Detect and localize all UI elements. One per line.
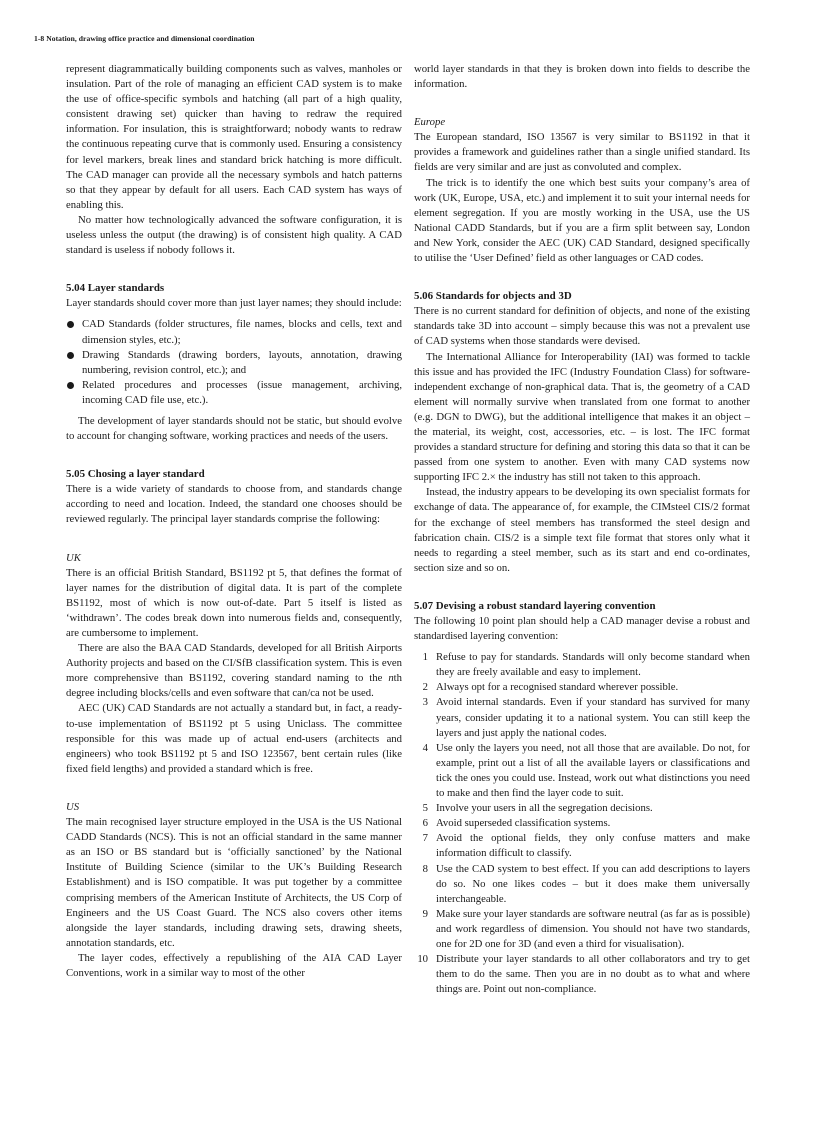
- paragraph: The development of layer standards should not be static, but should evolve to account for changing software, working practices and needs of the users.: [66, 414, 402, 443]
- list-item: 3 Avoid internal standards. Even if your standard has survived for many years, consider updating it to a national system. You can still keep the layers and just apply the national codes.: [422, 696, 750, 739]
- list-item: 10 Distribute your layer standards to all other collaborators and try to get them to do the same. Then you are in no doubt as to what and where things are. Point out non-compliance.: [417, 953, 750, 996]
- section-heading-5-04: 5.04 Layer standards: [66, 282, 165, 295]
- section-heading-5-07: 5.07 Devising a robust standard layering convention: [414, 599, 656, 612]
- paragraph: represent diagrammatically building components such as valves, manholes or insulation. Part of the role of managing an efficient CAD system is to make the use of office-specific symbols and hatching (all part of a high quality, consistent drawing set) quicker than having to redraw the required information. For insulation, this is straightforward; nobody wants to redraw the continuous repeating curve that is commonly used. Ensuring a consistency for level markers, break lines and standard brick hatching is more difficult. The CAD manager can provide all the necessary symbols and hatch patterns so that they appear by default for all users. Each CAD system has ways of enabling this.: [66, 63, 402, 211]
- left-column: [66, 62, 402, 981]
- paragraph: There is an official British Standard, BS1192 pt 5, that defines the format of layer names for the distribution of digital data. It is part of the complete BS1192, most of which is now out-of-date. Part 5 itself is listed as ‘withdrawn’. The codes break down into numerous fields and, consequently, are cumbersome to implement.: [66, 566, 402, 639]
- list-item: Related procedures and processes (issue management, archiving, incoming CAD file use, etc.).: [66, 378, 402, 408]
- list-item: 5 Involve your users in all the segregation decisions.: [422, 802, 653, 815]
- paragraph: There is a wide variety of standards to choose from, and standards change according to need and location. Indeed, the standard one chooses should be reviewed regularly. The principal layer standards comprise the following:: [66, 483, 402, 526]
- bullet-icon: [67, 352, 74, 359]
- right-column: [414, 62, 750, 997]
- list-item: 6 Avoid superseded classification systems.: [422, 817, 611, 830]
- bullet-list: [66, 317, 402, 408]
- bullet-icon: [67, 321, 74, 328]
- paragraph: The main recognised layer structure employed in the USA is the US National CADD Standards (NCS). This is not an official standard in the same manner as an ISO or BS standard but is ‘officially sanctioned’ by the National Institute of Building Science (similar to the UK’s Building Research Establishment) and is ISO compatible. It was put together by a committee comprising members of the American Institute of Architects, the US Corp of Engineers and the US Coast Guard. The NCS also covers other items alongside the layer standards, including drawing sets, drawing sheets, annotation standards, etc.: [66, 816, 402, 949]
- bullet-icon: [67, 382, 74, 389]
- section-heading-5-05: 5.05 Chosing a layer standard: [66, 468, 205, 481]
- subheading-us: US: [66, 800, 80, 813]
- list-item: 4 Use only the layers you need, not all those that are available. Do not, for example, print out a list of all the available layers or classifications and tick the ones you could use. Instead, work out what distinctions you need to make and then find the layer code to suit.: [422, 741, 750, 800]
- list-item: 8 Use the CAD system to best effect. If you can add descriptions to layers do so. No one likes codes – but it does make them universally interchangeable.: [422, 862, 750, 905]
- list-item: 1 Refuse to pay for standards. Standards will only become standard when they are freely available and easy to implement.: [422, 651, 750, 679]
- paragraph: There are also the BAA CAD Standards, developed for all British Airports Authority projects and based on the CI/SfB classification system. This is even more comprehensive than BS1192, covering standard naming to the nth degree including blocks/cells and even software that can/ca not be used.: [66, 642, 402, 700]
- list-item: 2 Always opt for a recognised standard wherever possible.: [422, 681, 679, 694]
- list-item: CAD Standards (folder structures, file names, blocks and cells, text and dimension styles, etc.);: [66, 317, 402, 347]
- running-head: 1-8 Notation, drawing office practice and dimensional coordination: [34, 34, 255, 43]
- paragraph: AEC (UK) CAD Standards are not actually a standard but, in fact, a ready-to-use implementation of BS1192 pt 5 using Uniclass. The committee responsible for this was made up of actual end-users (architects and engineers) who took BS1192 pt 5 and ISO 123567, bent certain rules (like fixed field lengths) and provided a standard which is free.: [66, 702, 402, 775]
- paragraph: Instead, the industry appears to be developing its own specialist formats for exchange of data. The appearance of, for example, the CIMsteel CIS/2 format for the exchange of steel members has transformed the steel design and fabrication chain. CIS/2 is a simple text file format that stores only what it needs to regarding a steel member, such as its start and end co-ordinates, section size and so on.: [414, 486, 750, 574]
- list-item: 7 Avoid the optional fields, they only confuse matters and make information difficult to classify.: [422, 832, 750, 860]
- numbered-list: [414, 650, 750, 997]
- list-item: 9 Make sure your layer standards are software neutral (as far as is possible) and work regardless of dimension. You should not have two standards, one for 2D one for 3D (and even a third for visualisation).: [422, 907, 750, 950]
- section-heading-5-06: 5.06 Standards for objects and 3D: [414, 290, 572, 303]
- paragraph: No matter how technologically advanced the software configuration, it is useless unless the output (the drawing) is of consistent high quality. A CAD standard is useless if nobody follows it.: [66, 213, 402, 257]
- subheading-uk: UK: [66, 551, 81, 564]
- list-item: Drawing Standards (drawing borders, layouts, annotation, drawing numbering, revision control, etc.); and: [66, 348, 402, 378]
- paragraph: The following 10 point plan should help a CAD manager devise a robust and standardised layering convention:: [414, 615, 750, 643]
- paragraph: There is no current standard for definition of objects, and none of the existing standards take 3D into account – simply because this was not a prevalent use of CAD systems when those standards were devised.: [414, 305, 750, 348]
- paragraph: The layer codes, effectively a republishing of the AIA CAD Layer Conventions, work in a similar way to most of the other: [66, 951, 402, 979]
- paragraph: Layer standards should cover more than just layer names; they should include:: [66, 297, 402, 310]
- subheading-europe: Europe: [414, 116, 446, 129]
- paragraph: world layer standards in that they is broken down into fields to describe the information.: [414, 63, 750, 91]
- paragraph: The trick is to identify the one which best suits your company’s area of work (UK, Europe, USA, etc.) and implement it to suit your internal needs for element segregation. If you are mostly working in the USA, use the US National CADD Standards, but if you are a firm split between say, London and New York, consider the AEC (UK) CAD Standard, designed specifically to utilise the ‘User Defined’ field as other languages or CAD codes.: [414, 176, 750, 265]
- paragraph: The International Alliance for Interoperability (IAI) was formed to tackle this issue and has provided the IFC (Industry Foundation Class) for software-independent exchange of non-graphical data. That is, the geometry of a CAD element will normally survive when translated from one format to another (e.g. DGN to DWG), but the additional intelligence that makes it an object – the material, its weight, cost, accessories, etc. – is lost. The IFC format provides a standard structure for defining and storing this data so that it can be passed from one system to another. Even with many CAD systems now supporting IFC 2.× the industry has still not taken to this approach.: [414, 350, 750, 484]
- paragraph: The European standard, ISO 13567 is very similar to BS1192 in that it provides a framework and guidelines rather than a single unified standard. Its fields are very similar and are just as convoluted and complex.: [414, 131, 750, 174]
